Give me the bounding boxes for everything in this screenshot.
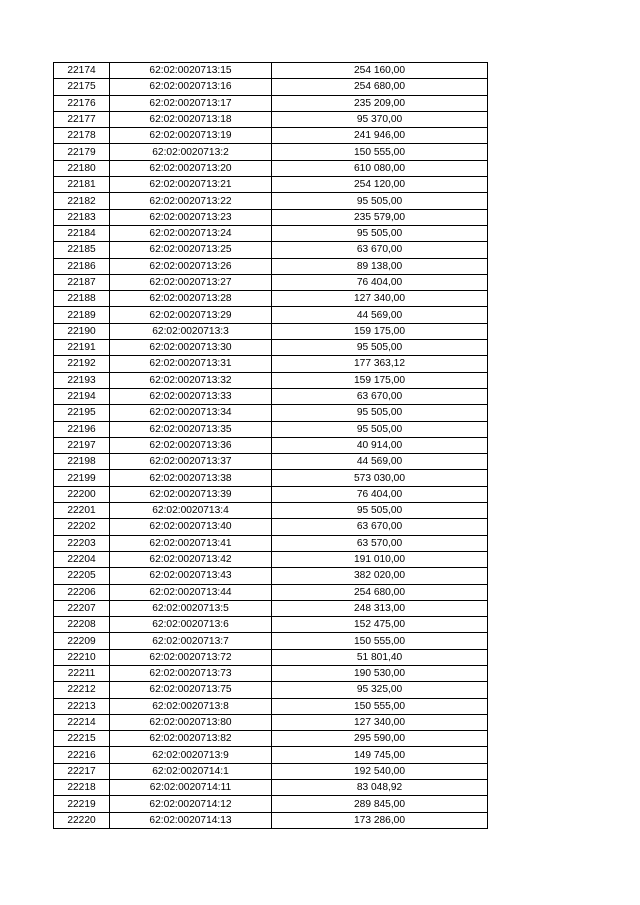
cadastral-number-cell: 62:02:0020713:30 bbox=[110, 340, 272, 356]
cadastral-number-cell: 62:02:0020713:34 bbox=[110, 405, 272, 421]
table-row bbox=[54, 307, 488, 323]
row-number-cell: 22185 bbox=[54, 242, 110, 258]
cadastral-value-cell: 76 404,00 bbox=[272, 274, 488, 290]
cadastral-number-cell: 62:02:0020713:31 bbox=[110, 356, 272, 372]
row-number-cell: 22198 bbox=[54, 454, 110, 470]
cadastral-value-cell: 63 670,00 bbox=[272, 519, 488, 535]
row-number-cell: 22207 bbox=[54, 600, 110, 616]
cadastral-value-cell: 192 540,00 bbox=[272, 763, 488, 779]
cadastral-value-cell: 159 175,00 bbox=[272, 372, 488, 388]
cadastral-value-cell: 95 505,00 bbox=[272, 225, 488, 241]
table-row bbox=[54, 128, 488, 144]
cadastral-number-cell: 62:02:0020713:43 bbox=[110, 568, 272, 584]
table-row bbox=[54, 584, 488, 600]
cadastral-value-cell: 150 555,00 bbox=[272, 698, 488, 714]
row-number-cell: 22184 bbox=[54, 225, 110, 241]
cadastral-number-cell: 62:02:0020713:4 bbox=[110, 503, 272, 519]
row-number-cell: 22180 bbox=[54, 160, 110, 176]
table-row bbox=[54, 665, 488, 681]
cadastral-number-cell: 62:02:0020713:36 bbox=[110, 437, 272, 453]
row-number-cell: 22205 bbox=[54, 568, 110, 584]
cadastral-number-cell: 62:02:0020713:29 bbox=[110, 307, 272, 323]
cadastral-number-cell: 62:02:0020713:26 bbox=[110, 258, 272, 274]
table-row bbox=[54, 486, 488, 502]
cadastral-value-cell: 241 946,00 bbox=[272, 128, 488, 144]
row-number-cell: 22182 bbox=[54, 193, 110, 209]
table-row bbox=[54, 323, 488, 339]
row-number-cell: 22193 bbox=[54, 372, 110, 388]
row-number-cell: 22196 bbox=[54, 421, 110, 437]
cadastral-number-cell: 62:02:0020713:40 bbox=[110, 519, 272, 535]
table-body bbox=[54, 63, 488, 829]
cadastral-value-cell: 40 914,00 bbox=[272, 437, 488, 453]
row-number-cell: 22213 bbox=[54, 698, 110, 714]
table-row bbox=[54, 551, 488, 567]
cadastral-value-cell: 89 138,00 bbox=[272, 258, 488, 274]
table-row bbox=[54, 714, 488, 730]
row-number-cell: 22209 bbox=[54, 633, 110, 649]
cadastral-value-cell: 127 340,00 bbox=[272, 291, 488, 307]
table-row bbox=[54, 274, 488, 290]
table-row bbox=[54, 617, 488, 633]
row-number-cell: 22203 bbox=[54, 535, 110, 551]
row-number-cell: 22178 bbox=[54, 128, 110, 144]
table-row bbox=[54, 160, 488, 176]
cadastral-value-cell: 51 801,40 bbox=[272, 649, 488, 665]
row-number-cell: 22202 bbox=[54, 519, 110, 535]
cadastral-value-cell: 149 745,00 bbox=[272, 747, 488, 763]
cadastral-value-cell: 95 505,00 bbox=[272, 503, 488, 519]
row-number-cell: 22181 bbox=[54, 177, 110, 193]
row-number-cell: 22214 bbox=[54, 714, 110, 730]
row-number-cell: 22191 bbox=[54, 340, 110, 356]
table-row bbox=[54, 372, 488, 388]
row-number-cell: 22192 bbox=[54, 356, 110, 372]
cadastral-value-cell: 382 020,00 bbox=[272, 568, 488, 584]
table-row bbox=[54, 780, 488, 796]
table-row bbox=[54, 568, 488, 584]
cadastral-value-cell: 289 845,00 bbox=[272, 796, 488, 812]
cadastral-value-cell: 150 555,00 bbox=[272, 633, 488, 649]
cadastral-value-cell: 254 160,00 bbox=[272, 63, 488, 79]
cadastral-number-cell: 62:02:0020713:42 bbox=[110, 551, 272, 567]
table-row bbox=[54, 225, 488, 241]
cadastral-number-cell: 62:02:0020713:41 bbox=[110, 535, 272, 551]
row-number-cell: 22216 bbox=[54, 747, 110, 763]
cadastral-number-cell: 62:02:0020713:5 bbox=[110, 600, 272, 616]
table-row bbox=[54, 682, 488, 698]
cadastral-number-cell: 62:02:0020713:22 bbox=[110, 193, 272, 209]
cadastral-number-cell: 62:02:0020713:38 bbox=[110, 470, 272, 486]
cadastral-number-cell: 62:02:0020713:6 bbox=[110, 617, 272, 633]
table-row bbox=[54, 519, 488, 535]
cadastral-value-cell: 235 579,00 bbox=[272, 209, 488, 225]
cadastral-number-cell: 62:02:0020713:9 bbox=[110, 747, 272, 763]
cadastral-number-cell: 62:02:0020713:15 bbox=[110, 63, 272, 79]
cadastral-number-cell: 62:02:0020713:8 bbox=[110, 698, 272, 714]
cadastral-value-cell: 254 120,00 bbox=[272, 177, 488, 193]
cadastral-number-cell: 62:02:0020714:12 bbox=[110, 796, 272, 812]
cadastral-number-cell: 62:02:0020713:39 bbox=[110, 486, 272, 502]
cadastral-number-cell: 62:02:0020713:72 bbox=[110, 649, 272, 665]
cadastral-number-cell: 62:02:0020713:16 bbox=[110, 79, 272, 95]
cadastral-number-cell: 62:02:0020713:19 bbox=[110, 128, 272, 144]
row-number-cell: 22177 bbox=[54, 111, 110, 127]
cadastral-number-cell: 62:02:0020713:28 bbox=[110, 291, 272, 307]
row-number-cell: 22210 bbox=[54, 649, 110, 665]
row-number-cell: 22219 bbox=[54, 796, 110, 812]
cadastral-value-cell: 177 363,12 bbox=[272, 356, 488, 372]
table-row bbox=[54, 747, 488, 763]
cadastral-value-table bbox=[53, 62, 488, 829]
cadastral-number-cell: 62:02:0020714:1 bbox=[110, 763, 272, 779]
table-row bbox=[54, 144, 488, 160]
table-row bbox=[54, 242, 488, 258]
cadastral-number-cell: 62:02:0020713:27 bbox=[110, 274, 272, 290]
table-row bbox=[54, 193, 488, 209]
cadastral-value-cell: 173 286,00 bbox=[272, 812, 488, 828]
cadastral-number-cell: 62:02:0020714:11 bbox=[110, 780, 272, 796]
cadastral-number-cell: 62:02:0020713:7 bbox=[110, 633, 272, 649]
row-number-cell: 22206 bbox=[54, 584, 110, 600]
row-number-cell: 22195 bbox=[54, 405, 110, 421]
cadastral-value-cell: 95 370,00 bbox=[272, 111, 488, 127]
row-number-cell: 22187 bbox=[54, 274, 110, 290]
row-number-cell: 22215 bbox=[54, 731, 110, 747]
cadastral-number-cell: 62:02:0020713:21 bbox=[110, 177, 272, 193]
table-row bbox=[54, 600, 488, 616]
row-number-cell: 22186 bbox=[54, 258, 110, 274]
table-row bbox=[54, 209, 488, 225]
table-row bbox=[54, 356, 488, 372]
table-row bbox=[54, 95, 488, 111]
table-row bbox=[54, 291, 488, 307]
table-row bbox=[54, 535, 488, 551]
table-row bbox=[54, 731, 488, 747]
cadastral-number-cell: 62:02:0020713:35 bbox=[110, 421, 272, 437]
table-row bbox=[54, 79, 488, 95]
table-row bbox=[54, 633, 488, 649]
cadastral-value-cell: 95 505,00 bbox=[272, 421, 488, 437]
cadastral-value-cell: 248 313,00 bbox=[272, 600, 488, 616]
cadastral-value-cell: 63 570,00 bbox=[272, 535, 488, 551]
cadastral-value-cell: 63 670,00 bbox=[272, 388, 488, 404]
cadastral-number-cell: 62:02:0020713:75 bbox=[110, 682, 272, 698]
cadastral-number-cell: 62:02:0020713:18 bbox=[110, 111, 272, 127]
cadastral-value-cell: 573 030,00 bbox=[272, 470, 488, 486]
table-row bbox=[54, 763, 488, 779]
cadastral-value-cell: 254 680,00 bbox=[272, 584, 488, 600]
row-number-cell: 22212 bbox=[54, 682, 110, 698]
cadastral-value-cell: 83 048,92 bbox=[272, 780, 488, 796]
cadastral-value-cell: 44 569,00 bbox=[272, 454, 488, 470]
cadastral-number-cell: 62:02:0020713:24 bbox=[110, 225, 272, 241]
cadastral-value-cell: 95 325,00 bbox=[272, 682, 488, 698]
table-row bbox=[54, 796, 488, 812]
cadastral-number-cell: 62:02:0020713:44 bbox=[110, 584, 272, 600]
cadastral-number-cell: 62:02:0020713:20 bbox=[110, 160, 272, 176]
cadastral-value-cell: 150 555,00 bbox=[272, 144, 488, 160]
table-row bbox=[54, 177, 488, 193]
table-row bbox=[54, 649, 488, 665]
table-row bbox=[54, 812, 488, 828]
table-row bbox=[54, 503, 488, 519]
table-row bbox=[54, 421, 488, 437]
row-number-cell: 22204 bbox=[54, 551, 110, 567]
cadastral-value-cell: 610 080,00 bbox=[272, 160, 488, 176]
cadastral-value-cell: 152 475,00 bbox=[272, 617, 488, 633]
table-row bbox=[54, 405, 488, 421]
row-number-cell: 22220 bbox=[54, 812, 110, 828]
cadastral-number-cell: 62:02:0020713:33 bbox=[110, 388, 272, 404]
cadastral-value-cell: 44 569,00 bbox=[272, 307, 488, 323]
row-number-cell: 22183 bbox=[54, 209, 110, 225]
cadastral-value-cell: 254 680,00 bbox=[272, 79, 488, 95]
row-number-cell: 22218 bbox=[54, 780, 110, 796]
cadastral-number-cell: 62:02:0020713:80 bbox=[110, 714, 272, 730]
cadastral-value-cell: 190 530,00 bbox=[272, 665, 488, 681]
row-number-cell: 22190 bbox=[54, 323, 110, 339]
cadastral-number-cell: 62:02:0020713:2 bbox=[110, 144, 272, 160]
row-number-cell: 22201 bbox=[54, 503, 110, 519]
cadastral-value-cell: 63 670,00 bbox=[272, 242, 488, 258]
table-row bbox=[54, 454, 488, 470]
cadastral-value-cell: 295 590,00 bbox=[272, 731, 488, 747]
cadastral-number-cell: 62:02:0020713:23 bbox=[110, 209, 272, 225]
table-row bbox=[54, 388, 488, 404]
row-number-cell: 22189 bbox=[54, 307, 110, 323]
cadastral-number-cell: 62:02:0020713:17 bbox=[110, 95, 272, 111]
row-number-cell: 22179 bbox=[54, 144, 110, 160]
cadastral-number-cell: 62:02:0020714:13 bbox=[110, 812, 272, 828]
table-row bbox=[54, 63, 488, 79]
table-row bbox=[54, 258, 488, 274]
row-number-cell: 22175 bbox=[54, 79, 110, 95]
cadastral-number-cell: 62:02:0020713:82 bbox=[110, 731, 272, 747]
row-number-cell: 22197 bbox=[54, 437, 110, 453]
cadastral-value-cell: 95 505,00 bbox=[272, 405, 488, 421]
table-row bbox=[54, 111, 488, 127]
row-number-cell: 22174 bbox=[54, 63, 110, 79]
row-number-cell: 22217 bbox=[54, 763, 110, 779]
table-row bbox=[54, 437, 488, 453]
cadastral-value-cell: 76 404,00 bbox=[272, 486, 488, 502]
table-row bbox=[54, 698, 488, 714]
cadastral-number-cell: 62:02:0020713:25 bbox=[110, 242, 272, 258]
row-number-cell: 22199 bbox=[54, 470, 110, 486]
row-number-cell: 22211 bbox=[54, 665, 110, 681]
cadastral-value-cell: 95 505,00 bbox=[272, 193, 488, 209]
cadastral-value-cell: 235 209,00 bbox=[272, 95, 488, 111]
table-row bbox=[54, 470, 488, 486]
row-number-cell: 22200 bbox=[54, 486, 110, 502]
cadastral-number-cell: 62:02:0020713:32 bbox=[110, 372, 272, 388]
cadastral-value-cell: 95 505,00 bbox=[272, 340, 488, 356]
cadastral-value-cell: 127 340,00 bbox=[272, 714, 488, 730]
table-row bbox=[54, 340, 488, 356]
row-number-cell: 22208 bbox=[54, 617, 110, 633]
cadastral-value-cell: 159 175,00 bbox=[272, 323, 488, 339]
cadastral-value-cell: 191 010,00 bbox=[272, 551, 488, 567]
cadastral-number-cell: 62:02:0020713:73 bbox=[110, 665, 272, 681]
cadastral-number-cell: 62:02:0020713:37 bbox=[110, 454, 272, 470]
row-number-cell: 22194 bbox=[54, 388, 110, 404]
row-number-cell: 22176 bbox=[54, 95, 110, 111]
row-number-cell: 22188 bbox=[54, 291, 110, 307]
cadastral-number-cell: 62:02:0020713:3 bbox=[110, 323, 272, 339]
